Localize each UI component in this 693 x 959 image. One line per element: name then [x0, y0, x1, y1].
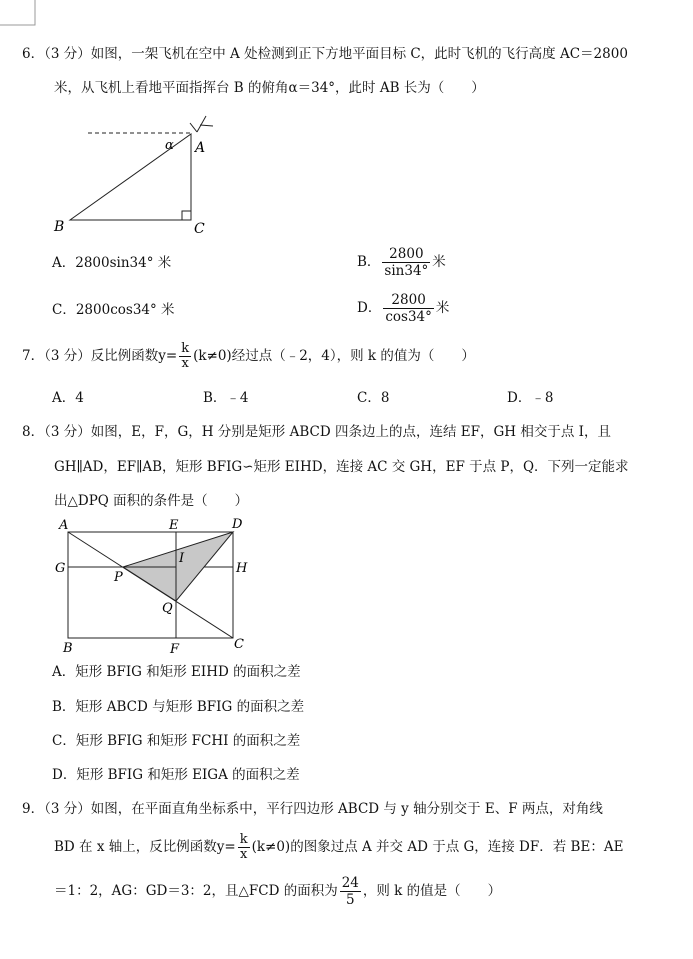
q8-figure	[52, 514, 252, 656]
option-letter: A．	[52, 664, 76, 680]
label-a: A	[59, 518, 69, 533]
label-g: G	[55, 561, 66, 576]
q6-figure	[50, 108, 225, 238]
q6-option-b[interactable]	[357, 246, 446, 279]
fraction-numerator: 2800	[382, 246, 430, 263]
q7-text-post: 经过点（﹣2，4），则 k 的值为（ ）	[231, 348, 475, 364]
option-text: ﹣4	[226, 390, 249, 406]
q8-option-d[interactable]	[52, 766, 300, 784]
plane-icon	[190, 116, 213, 132]
label-q: Q	[162, 601, 173, 616]
fraction-denominator: cos34°	[385, 309, 432, 325]
fraction-denominator: x	[181, 356, 189, 371]
q9-function-condition: (k≠0)	[251, 839, 291, 855]
label-b: B	[63, 641, 73, 656]
fraction-numerator: 24	[341, 875, 359, 891]
label-p: P	[114, 570, 123, 585]
q7-option-a[interactable]	[52, 389, 84, 407]
option-letter: C．	[357, 390, 381, 406]
q7-number: 7．	[22, 348, 45, 364]
option-unit: 米	[435, 300, 450, 316]
option-letter: D．	[507, 390, 532, 406]
option-unit: 米	[432, 254, 446, 270]
q7-function-condition: (k≠0)	[193, 348, 232, 364]
q7-option-b[interactable]	[203, 389, 249, 407]
q6-number: 6．	[22, 46, 45, 62]
q6-line1	[22, 45, 628, 63]
option-letter: C．	[52, 733, 76, 749]
q8-line2: GH∥AD，EF∥AB，矩形 BFIG∽矩形 EIHD，连接 AC 交 GH，EF 于点 P，Q．下列一定能求	[54, 459, 629, 475]
label-e: E	[169, 518, 179, 533]
label-c: C	[194, 221, 205, 237]
q6-line2: 米，从飞机上看地平面指挥台 B 的俯角α＝34°，此时 AB 长为（ ）	[54, 80, 485, 96]
q9-text-line3-post: ，则 k 的值是（ ）	[362, 883, 502, 899]
option-letter: D．	[357, 300, 382, 316]
q8-score: （3 分）	[44, 424, 91, 440]
option-letter: B．	[203, 390, 227, 406]
option-fraction	[382, 246, 430, 279]
option-text: ﹣8	[531, 390, 554, 406]
q6-option-c[interactable]	[52, 301, 175, 319]
option-text: 2800cos34° 米	[75, 302, 175, 318]
q8-line3: 出△DPQ 面积的条件是（ ）	[54, 493, 249, 509]
page-corner-mark	[0, 0, 36, 26]
q9-score: （3 分）	[44, 801, 91, 817]
q6-option-d[interactable]	[357, 292, 449, 325]
right-angle-mark	[182, 211, 191, 220]
q8-text-line1: 如图，E，F，G，H 分别是矩形 ABCD 四条边上的点，连结 EF，GH 相交于点 I，且	[90, 424, 611, 440]
q9-line2	[54, 830, 623, 864]
label-a: A	[195, 140, 206, 156]
q9-text-line2-pre: BD 在 x 轴上，反比例函数	[54, 839, 217, 855]
q9-text-line3-pre: ＝1：2，AG：GD＝3：2，且△FCD 的面积为	[54, 883, 338, 899]
option-text: 矩形 BFIG 和矩形 EIGA 的面积之差	[76, 767, 300, 783]
option-letter: A．	[52, 255, 76, 271]
q8-option-b[interactable]	[52, 698, 304, 716]
label-c: C	[234, 637, 244, 652]
q7-score: （3 分）	[44, 348, 91, 364]
q9-number: 9．	[22, 801, 45, 817]
option-text: 2800sin34° 米	[75, 255, 172, 271]
q6-score: （3 分）	[44, 46, 91, 62]
q7-function-fraction	[179, 342, 191, 371]
option-text: 8	[380, 390, 390, 406]
option-letter: B．	[357, 254, 381, 270]
fraction-numerator: k	[181, 341, 190, 356]
fraction-denominator: 5	[346, 892, 355, 908]
q8-option-c[interactable]	[52, 732, 300, 750]
option-text: 矩形 BFIG 和矩形 FCHI 的面积之差	[75, 733, 301, 749]
q6-option-a[interactable]	[52, 254, 171, 272]
option-fraction	[383, 292, 434, 325]
fraction-denominator: x	[239, 847, 248, 862]
q6-text-line1: 如图，一架飞机在空中 A 处检测到正下方地平面目标 C，此时飞机的飞行高度 AC＝2800	[90, 46, 628, 62]
q9-line1	[22, 800, 603, 818]
q9-text-line1: 如图，在平面直角坐标系中，平行四边形 ABCD 与 y 轴分别交于 E、F 两点，对角线	[90, 801, 603, 817]
option-letter: D．	[52, 767, 77, 783]
q9-text-line2-post: 的图象过点 A 并交 AD 于点 G，连接 DF．若 BE：AE	[290, 839, 624, 855]
q9-area-fraction	[340, 875, 361, 908]
label-f: F	[170, 642, 180, 656]
q9-line3	[54, 874, 501, 908]
q7-function-y: y=	[158, 348, 178, 364]
label-h: H	[236, 561, 248, 576]
q7-option-c[interactable]	[357, 389, 389, 407]
q9-function-fraction	[238, 833, 250, 862]
q8-option-a[interactable]	[52, 663, 301, 681]
q7-text-pre: 反比例函数	[90, 348, 159, 364]
fraction-numerator: k	[239, 832, 248, 847]
q9-function-y: y=	[216, 839, 236, 855]
q8-number: 8．	[22, 424, 45, 440]
q7-option-d[interactable]	[507, 389, 553, 407]
option-text: 矩形 ABCD 与矩形 BFIG 的面积之差	[75, 699, 305, 715]
option-text: 4	[75, 390, 84, 406]
q7-line1	[22, 339, 475, 373]
option-letter: A．	[52, 390, 76, 406]
label-d: D	[232, 517, 243, 532]
label-i: I	[179, 551, 185, 566]
option-text: 矩形 BFIG 和矩形 EIHD 的面积之差	[75, 664, 301, 680]
option-letter: B．	[52, 699, 76, 715]
fraction-numerator: 2800	[383, 292, 434, 309]
q8-line1	[22, 423, 611, 441]
fraction-denominator: sin34°	[384, 263, 429, 279]
label-alpha: α	[165, 138, 174, 153]
option-letter: C．	[52, 302, 76, 318]
label-b: B	[54, 219, 65, 235]
